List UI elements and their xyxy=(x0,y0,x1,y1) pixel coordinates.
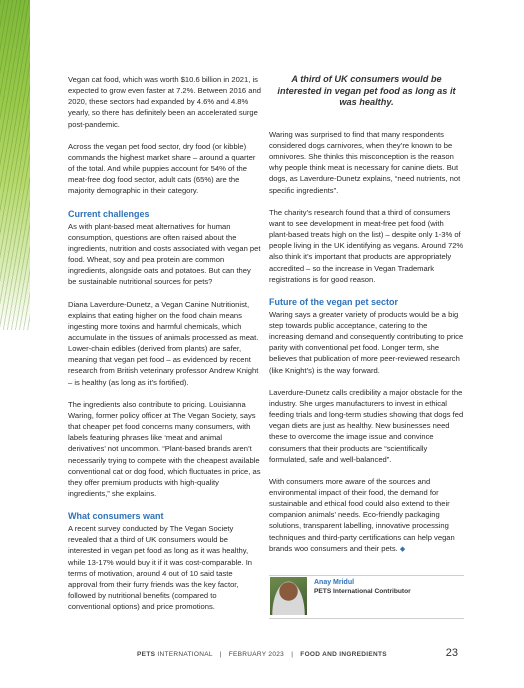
paragraph: Laverdure-Dunetz calls credibility a major obstacle for the industry. She urges manufacturers to invest in ethical feeding trials and long-term studies showing that dogs fed vegan diets are just as healthy. New businesses need these to overcome the image issue and convince consumers that their products are “scientifically formulated, safe and well-balanced”. xyxy=(269,387,464,464)
paragraph: The charity’s research found that a third of consumers want to see development in meat-free pet food (with plant-based treats high on the list) – despite only 1-3% of people living in the UK identifying as vegans. Around 72% also think it’s important that products are appropriately accredited – so the increase in Vegan Trademark registrations is for good reason. xyxy=(269,207,464,284)
end-mark-icon: ◆ xyxy=(399,545,406,553)
paragraph: Waring says a greater variety of products would be a big step towards public acceptance, catering to the increasing demand and consequently contributing to price parity with conventional pet food. Longer term, she believes that publication of more peer-reviewed research (like Knight’s) is the way forward. xyxy=(269,309,464,375)
right-column xyxy=(269,74,464,566)
grass-photo-strip xyxy=(0,0,30,330)
paragraph: Diana Laverdure-Dunetz, a Vegan Canine Nutritionist, explains that eating higher on the food chain means ingesting more toxins and harmful chemicals, which accumulate in the tissues of animals processed as meat. Lower-chain edibles (derived from plants) are safer, meaning that vegan pet food – as evidenced by recent research from British veterinary professor Andrew Knight – is healthy (as long as it’s fortified). xyxy=(68,299,259,387)
footer-brand-bold: PETS xyxy=(137,651,156,658)
footer-separator: | xyxy=(291,651,294,658)
section-heading-current-challenges: Current challenges xyxy=(68,208,150,219)
author-role: PETS International Contributor xyxy=(314,588,411,595)
paragraph: A recent survey conducted by The Vegan Society revealed that a third of UK consumers would be interested in vegan pet food as long as it was healthy, while 13-17% would buy it if it was cost-comparable. In terms of motivation, around 4 out of 10 said taste approval from their furry friends was the key factor, followed by nutritional benefits (compared to conventional options) and price promotions. xyxy=(68,524,253,612)
footer-issue: FEBRUARY 2023 xyxy=(228,651,285,658)
page-number: 23 xyxy=(445,647,458,659)
paragraph: Waring was surprised to find that many respondents considered dogs carnivores, when they’re known to be omnivores. She thinks this misconception is the reason why people think meat is necessary for canine diets. But dogs, as Laverdure-Dunetz explains, “need nutrients, not specific ingredients”. xyxy=(269,129,461,195)
left-column xyxy=(68,74,261,623)
section-heading-future: Future of the vegan pet sector xyxy=(269,296,399,307)
author-photo xyxy=(270,577,307,615)
author-box xyxy=(269,575,464,619)
section-heading-what-consumers-want: What consumers want xyxy=(68,511,164,522)
footer-brand-rest: INTERNATIONAL xyxy=(155,651,213,658)
footer-section: FOOD AND INGREDIENTS xyxy=(300,651,387,658)
paragraph: As with plant-based meat alternatives for human consumption, questions are often raised about the ingredients, nutrition and costs associated with vegan pet food. Wheat, soy and pea protein are common ingredients, alongside oats and potatoes. But can they be sustainable nutritional sources for pets? xyxy=(68,221,261,287)
pull-quote: A third of UK consumers would be interested in vegan pet food as long as it was healthy. xyxy=(277,74,456,108)
paragraph: Across the vegan pet food sector, dry food (or kibble) commands the highest market share – around a quarter of the total. And while puppies account for 54% of the meat-free dog food sector, adult cats (65%) are the majority demographic in their category. xyxy=(68,141,256,196)
paragraph: Vegan cat food, which was worth $10.6 billion in 2021, is expected to grow even faster at 7.2%. Between 2016 and 2020, these sectors had expanded by 4.6% and 4.8% yearly, so there has definitely been an accelerated surge post-pandemic. xyxy=(68,75,261,129)
paragraph: The ingredients also contribute to pricing. Louisianna Waring, former policy officer at The Vegan Society, says that cheaper pet food concerns many consumers, with labels featuring phrases like ‘meat and animal derivatives’ not uncommon. “Plant-based brands aren’t necessarily trying to compete with the cheapest available conventional cat or dog food, which fluctuates in price, as they offer premium products with high-quality ingredients,” she explains. xyxy=(68,399,261,498)
author-name: Anay Mridul xyxy=(314,579,355,586)
footer-separator: | xyxy=(219,651,222,658)
paragraph-final-text: With consumers more aware of the sources and environmental impact of their food, the demand for sustainable and ethical food could also extend to their companion animals’ needs. Eco-friendly packaging solutions, transparent labelling, innovative processing techniques and third-party certifications can help vegan brands woo consumers and their pets. xyxy=(269,476,455,553)
paragraph-final xyxy=(269,476,464,555)
